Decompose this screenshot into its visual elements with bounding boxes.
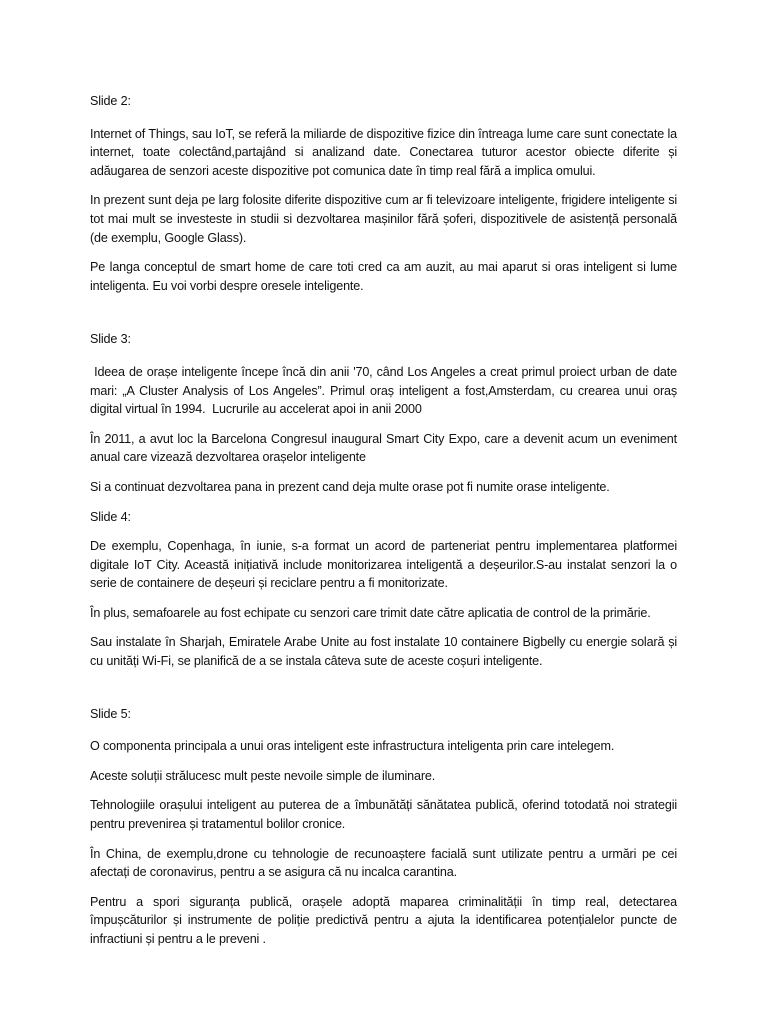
- slide-4-section: [90, 508, 677, 671]
- paragraph: Tehnologiile orașului inteligent au puterea de a îmbunătăți sănătatea publică, oferind totodată noi strategii pentru prevenirea și tratamentul bolilor cronice.: [90, 798, 677, 832]
- paragraph: În plus, semafoarele au fost echipate cu senzori care trimit date către aplicatia de control de la primărie.: [90, 605, 651, 620]
- slide-heading: Slide 5:: [90, 706, 131, 721]
- paragraph: Aceste soluții strălucesc mult peste nevoile simple de iluminare.: [90, 768, 436, 783]
- document-page: [90, 92, 681, 949]
- slide-heading: Slide 4:: [90, 509, 131, 524]
- paragraph: In prezent sunt deja pe larg folosite diferite dispozitive cum ar fi televizoare inteligente, frigidere inteligente si tot mai mult se investeste in studii si dezvoltarea mașinilor fără șoferi, dispozitivele de asistență personală (de exemplu, Google Glass).: [90, 193, 677, 245]
- paragraph: Pe langa conceptul de smart home de care toti cred ca am auzit, au mai aparut si oras inteligent si lume inteligenta. Eu voi vorbi despre oresele inteligente.: [90, 260, 677, 293]
- paragraph: Internet of Things, sau IoT, se referă la miliarde de dispozitive fizice din întreaga lume care sunt conectate la internet, toate colectând,partajând si analizand date. Conectarea tuturor acestor obiecte diferite și adăugarea de senzori aceste dispozitive pot comunica date în timp real fără a implica omului.: [90, 126, 677, 178]
- paragraph: În 2011, a avut loc la Barcelona Congresul inaugural Smart City Expo, care a devenit acum un eveniment anual care vizează dezvoltarea orașelor inteligente: [90, 431, 677, 465]
- slide-5-section: [90, 705, 677, 949]
- slide-3-section: [90, 330, 681, 496]
- slide-2-section: [90, 92, 677, 295]
- slide-heading: Slide 3:: [90, 332, 131, 347]
- paragraph: De exemplu, Copenhaga, în iunie, s-a format un acord de parteneriat pentru implementarea platformei digitale IoT City. Această inițiativă include monitorizarea inteligentă a deșeurilor.S-au instalat senzori la o serie de containere de deșeuri și reciclare pentru a fi monitorizate.: [90, 539, 677, 591]
- paragraph: O componenta principala a unui oras inteligent este infrastructura inteligenta prin care intelegem.: [90, 739, 615, 754]
- paragraph: Sau instalate în Sharjah, Emiratele Arabe Unite au fost instalate 10 containere Bigbelly cu energie solară și cu unități Wi-Fi, se planifică de a se instala câteva sute de aceste coșuri inteligente.: [90, 635, 677, 669]
- paragraph: În China, de exemplu,drone cu tehnologie de recunoaștere facială sunt utilizate pentru a urmări pe cei afectați de coronavirus, pentru a se asigura că nu incalca carantina.: [90, 846, 677, 880]
- paragraph: Ideea de orașe inteligente începe încă din anii '70, când Los Angeles a creat primul proiect urban de date mari: „A Cluster Analysis of Los Angeles”. Primul oraș inteligent a fost,Amsterdam, cu crearea unui oraș digital virtual în 1994. Lucrurile au accelerat apoi in anii 2000: [90, 364, 681, 417]
- slide-heading: Slide 2:: [90, 94, 131, 108]
- paragraph: Pentru a spori siguranța publică, orașele adoptă maparea criminalității în timp real, detectarea împușcăturilor și instrumente de poliție predictivă pentru a ajuta la identificarea potențialelor puncte de infractiuni și pentru a le preveni .: [90, 894, 677, 946]
- paragraph: Si a continuat dezvoltarea pana in prezent cand deja multe orase pot fi numite orase inteligente.: [90, 479, 610, 494]
